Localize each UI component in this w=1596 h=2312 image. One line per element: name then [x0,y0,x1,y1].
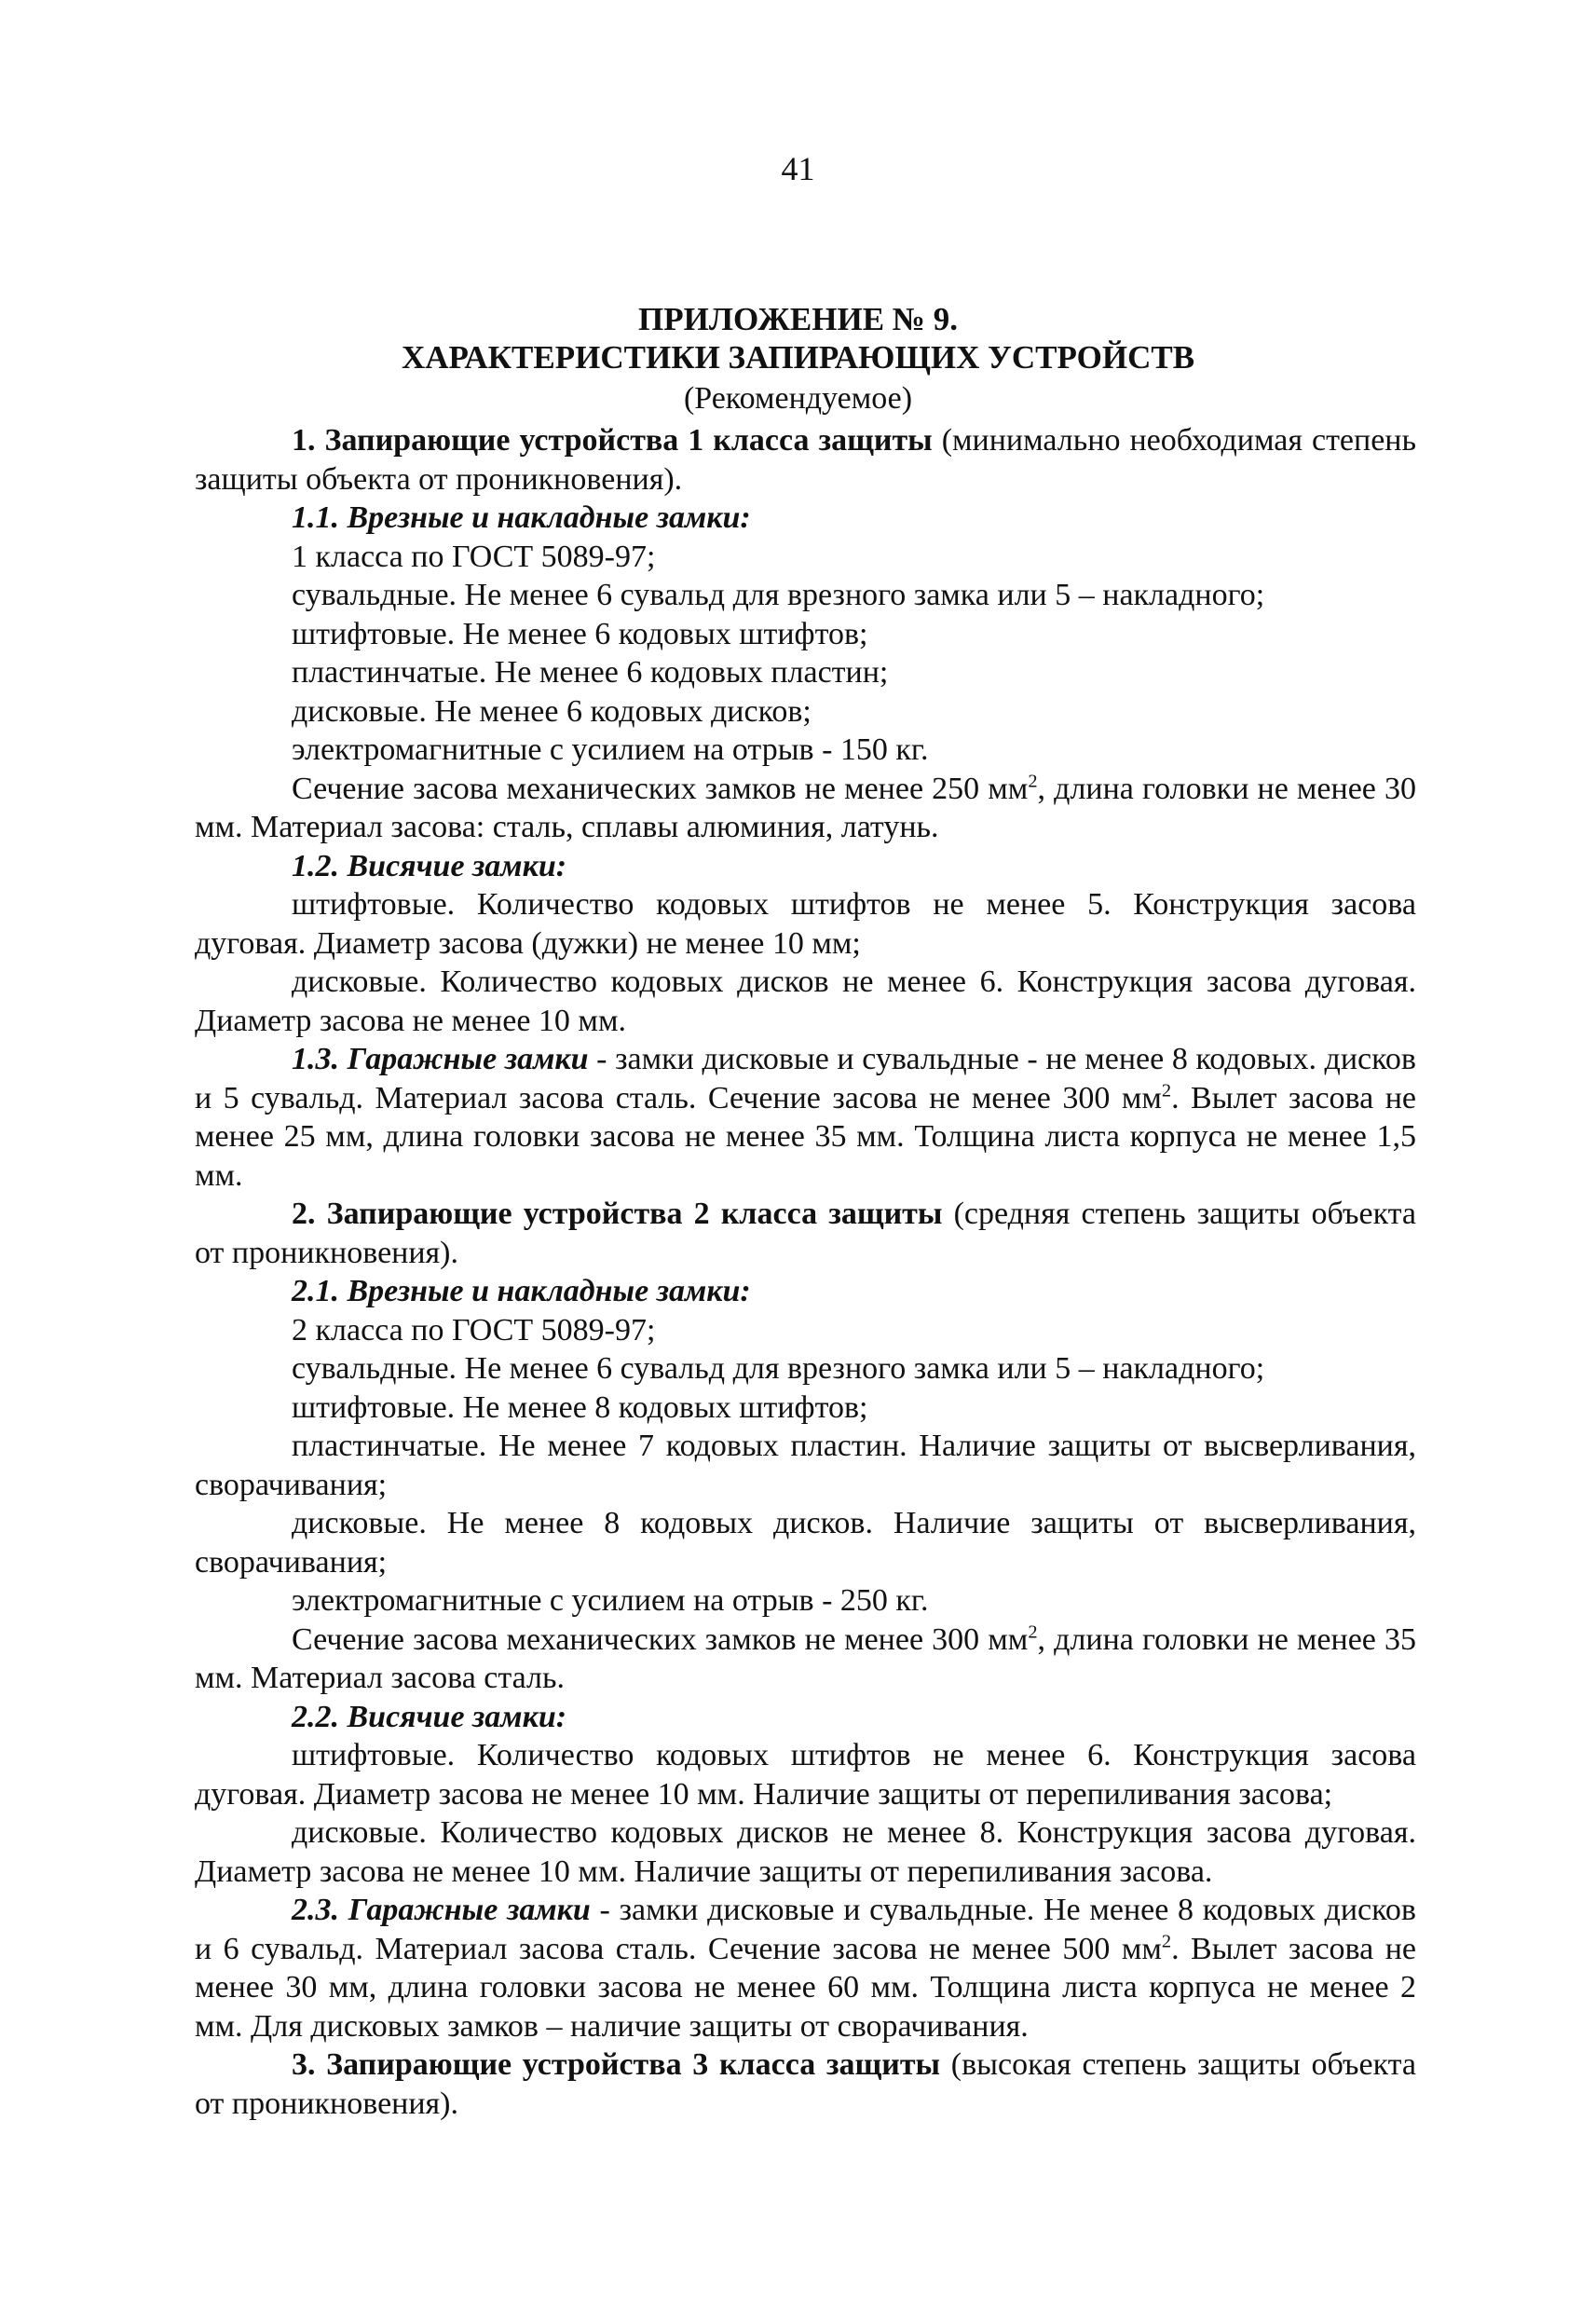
appendix-note: (Рекомендуемое) [683,381,913,416]
paragraph: Сечение засова механических замков не менее 250 $мм^2$, длина головки не менее 30 мм. Материал засова: сталь, сплавы алюминия, латунь. [195,771,1416,844]
paragraph: штифтовые. Не менее 8 кодовых штифтов; [292,1389,868,1425]
paragraph: 2 класса по ГОСТ 5089-97; [292,1312,656,1348]
subsection-1-3-title: 1.3. Гаражные замки [292,1042,589,1076]
paragraph: 1 класса по ГОСТ 5089-97; [292,539,656,574]
paragraph: сувальдные. Не менее 6 сувальд для врезного замка или 5 – накладного; [292,1351,1265,1386]
section-2-desc: (средняя степень защиты объекта от проникновения). [195,1197,1417,1270]
subsection-2-1-title: 2.1. Врезные и накладные замки: [292,1274,751,1308]
section-2-title: Запирающие устройства 2 класса защиты [326,1197,943,1231]
paragraph: электромагнитные с усилием на отрыв - 150 кг. [292,732,929,767]
section-2-number: 2. [292,1197,316,1231]
paragraph: штифтовые. Количество кодовых штифтов не менее 6. Конструкция засова дуговая. Диаметр засова не менее 10 мм. Наличие защиты от перепиливания засова; [195,1738,1416,1812]
section-1-desc: (минимально необходимая степень защиты объекта от проникновения). [195,423,1417,497]
paragraph: дисковые. Количество кодовых дисков не менее 8. Конструкция засова дуговая. Диаметр засова не менее 10 мм. Наличие защиты от перепиливания засова. [195,1815,1416,1889]
section-1-title: Запирающие устройства 1 класса защиты [324,423,933,458]
subsection-2-3-title: 2.3. Гаражные замки [292,1893,591,1927]
page-number: 41 [781,150,815,187]
section-1-number: 1. [292,423,316,458]
paragraph: пластинчатые. Не менее 6 кодовых пластин; [292,655,889,690]
section-1-heading [195,421,1416,499]
paragraph: дисковые. Не менее 8 кодовых дисков. Наличие защиты от высверливания, сворачивания; [195,1506,1416,1580]
appendix-subtitle: ХАРАКТЕРИСТИКИ ЗАПИРАЮЩИХ УСТРОЙСТВ [401,339,1195,376]
subsection-1-1-title: 1.1. Врезные и накладные замки: [292,500,751,535]
paragraph: электромагнитные с усилием на отрыв - 250 кг. [292,1583,929,1618]
paragraph: пластинчатые. Не менее 7 кодовых пластин. Наличие защиты от высверливания, сворачивания; [195,1429,1416,1502]
section-3-desc: (высокая степень защиты объекта от проникновения). [195,2047,1417,2121]
appendix-title: ПРИЛОЖЕНИЕ № 9. [638,301,958,337]
subsection-2-3: 2.3. Гаражные замки - замки дисковые и сувальдные. Не менее 8 кодовых дисков и 6 сувальд. Материал засова сталь. Сечение засова не менее 500 $мм^2$. Вылет засова не менее 30 мм, длина головки засова не менее 60 мм. Толщина листа корпуса не менее 2 мм. Для дисковых замков – наличие защиты от сворачивания. [195,1893,1416,2044]
paragraph: сувальдные. Не менее 6 сувальд для врезного замка или 5 – накладного; [292,578,1265,612]
subsection-2-2-title: 2.2. Висячие замки: [292,1699,567,1734]
paragraph: Сечение засова механических замков не менее 300 $мм^2$, длина головки не менее 35 мм. Материал засова сталь. [195,1621,1416,1695]
paragraph: штифтовые. Количество кодовых штифтов не менее 5. Конструкция засова дуговая. Диаметр засова (дужки) не менее 10 мм; [195,887,1416,961]
subsection-1-3: 1.3. Гаражные замки - замки дисковые и сувальдные - не менее 8 кодовых. дисков и 5 сувальд. Материал засова сталь. Сечение засова не менее 300 $мм^2$. Вылет засова не менее 25 мм, длина головки засова не менее 35 мм. Толщина листа корпуса не менее 1,5 мм. [195,1042,1416,1193]
section-3-number: 3. [292,2047,316,2082]
section-3-heading [195,2045,1416,2123]
section-3-title: Запирающие устройства 3 класса защиты [326,2047,941,2082]
paragraph: штифтовые. Не менее 6 кодовых штифтов; [292,616,868,651]
document-body [195,421,1416,2123]
subsection-1-2-title: 1.2. Висячие замки: [292,848,567,883]
paragraph: дисковые. Количество кодовых дисков не менее 6. Конструкция засова дуговая. Диаметр засова не менее 10 мм. [195,964,1416,1038]
paragraph: дисковые. Не менее 6 кодовых дисков; [292,693,812,729]
section-2-heading [195,1195,1416,1272]
